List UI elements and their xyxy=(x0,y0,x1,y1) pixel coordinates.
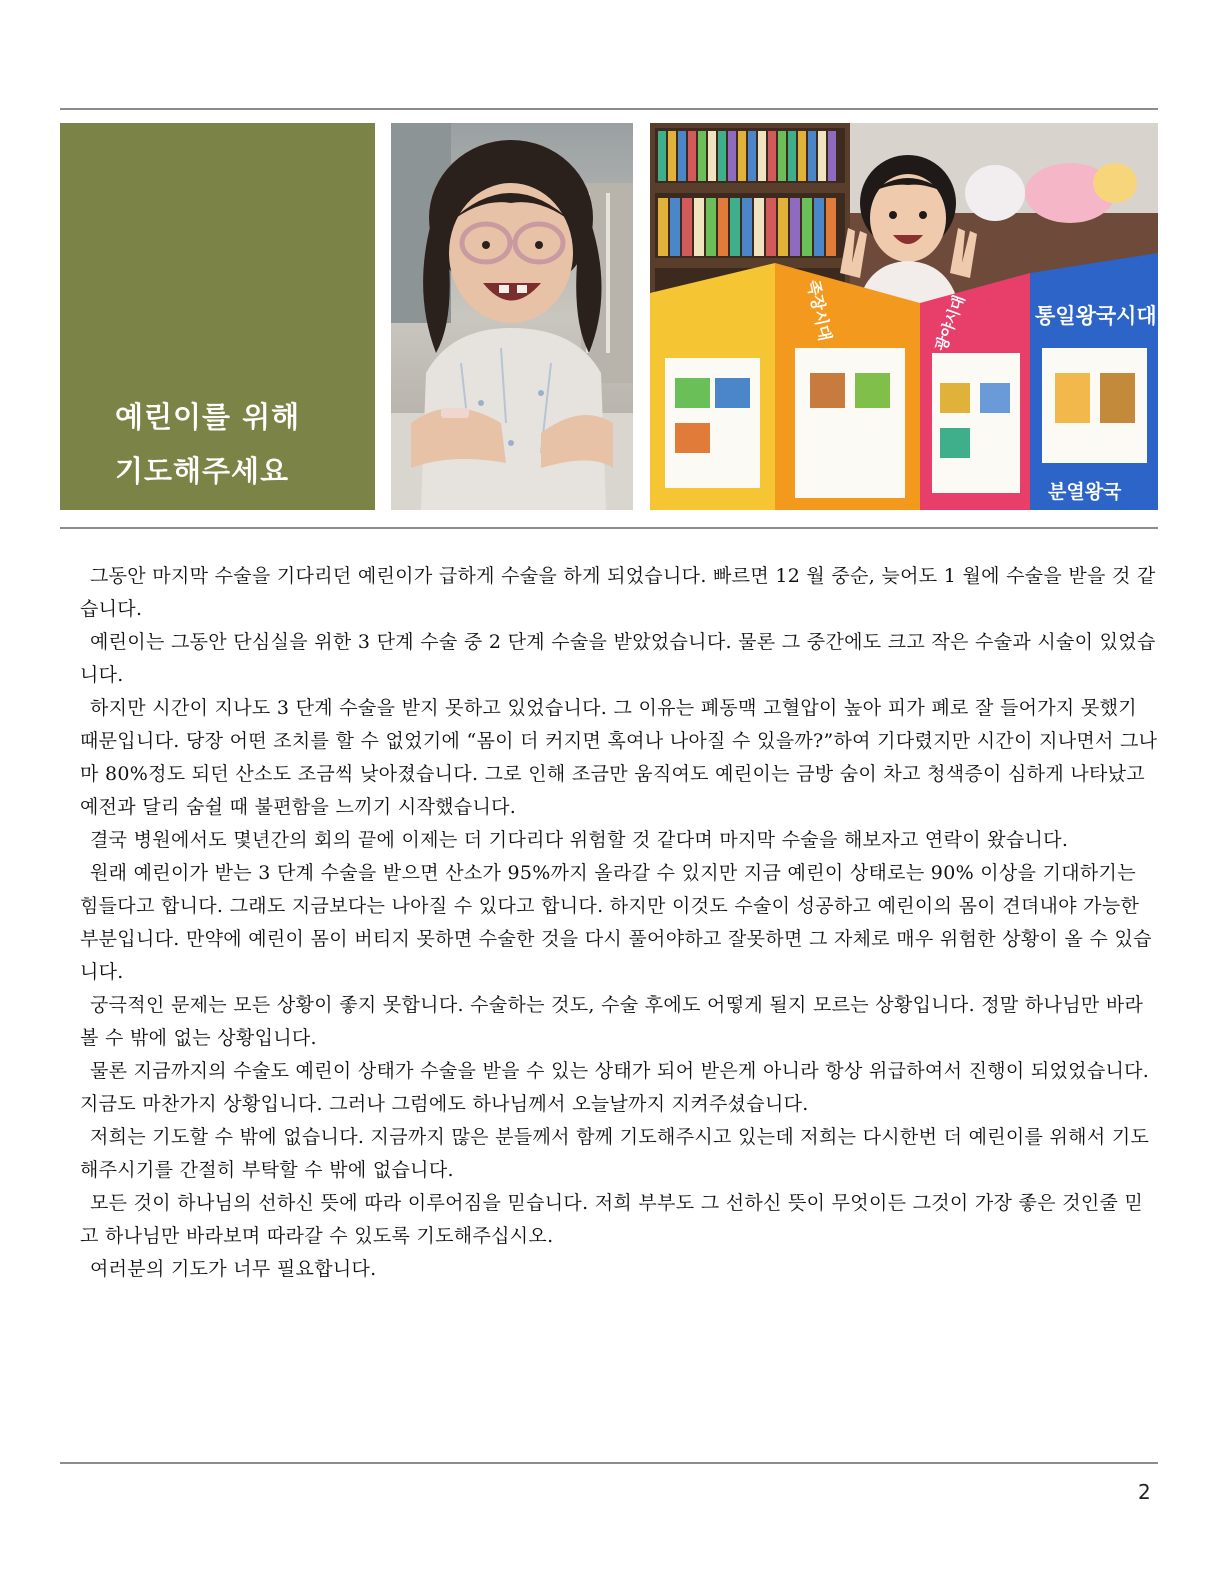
title-line-1: 예린이를 위해 xyxy=(115,400,301,434)
title-line-2: 기도해주세요 xyxy=(115,454,290,488)
paragraph: 모든 것이 하나님의 선하신 뜻에 따라 이루어짐을 믿습니다. 저희 부부도 그 선하신 뜻이 무엇이든 그것이 가장 좋은 것인줄 믿고 하나님만 바라보며 따라갈 수 있도록 기도해주십시오. xyxy=(80,1192,1144,1247)
paragraph: 궁극적인 문제는 모든 상황이 좋지 못합니다. 수술하는 것도, 수술 후에도 어떻게 될지 모르는 상황입니다. 정말 하나님만 바라볼 수 밖에 없는 상황입니다. xyxy=(80,994,1144,1049)
board-title-2: 광야시대 xyxy=(931,292,969,354)
paragraph: 예린이는 그동안 단심실을 위한 3 단계 수술 중 2 단계 수술을 받았었습니다. 물론 그 중간에도 크고 작은 수술과 시술이 있었습니다. xyxy=(80,631,1156,686)
paragraph: 하지만 시간이 지나도 3 단계 수술을 받지 못하고 있었습니다. 그 이유는 폐동맥 고혈압이 높아 피가 폐로 잘 들어가지 못했기 때문입니다. 당장 어떤 조치를 할 수 없었기에 “몸이 더 커지면 혹여나 나아질 수 있을까?”하여 기다렸지만 시간이 지나면서 그나마 80%정도 되던 산소도 조금씩 낮아졌습니다. 그로 인해 조금만 움직여도 예린이는 금방 숨이 차고 청색증이 심하게 나타났고 예전과 달리 숨쉴 때 불편함을 느끼기 시작했습니다. xyxy=(80,697,1158,818)
title-box xyxy=(60,123,375,510)
paragraph: 원래 예린이가 받는 3 단계 수술을 받으면 산소가 95%까지 올라갈 수 있지만 지금 예린이 상태로는 90% 이상을 기대하기는 힘들다고 합니다. 그래도 지금보다는 나아질 수 있다고 합니다. 하지만 이것도 수술이 성공하고 예린이의 몸이 견뎌내야 가능한 부분입니다. 만약에 예린이 몸이 버티지 못하면 수술한 것을 다시 풀어야하고 잘못하면 그 자체로 매우 위험한 상황이 올 수 있습니다. xyxy=(80,862,1152,983)
board-title-1: 통일왕국시대 xyxy=(1035,304,1157,328)
girl-in-hospital-gown-photo xyxy=(391,123,633,510)
photo-2-illustration xyxy=(650,123,1158,510)
photo-1-illustration xyxy=(391,123,633,510)
page-number: 2 xyxy=(1138,1480,1151,1504)
paragraph: 저희는 기도할 수 밖에 없습니다. 지금까지 많은 분들께서 함께 기도해주시고 있는데 저희는 다시한번 더 예린이를 위해서 기도해주시기를 간절히 부탁할 수 밖에 없습니다. xyxy=(80,1126,1150,1181)
letter-body xyxy=(80,560,1160,1286)
paragraph: 여러분의 기도가 너무 필요합니다. xyxy=(90,1258,377,1280)
top-divider xyxy=(60,108,1158,110)
board-title-4: 분열왕국 xyxy=(1048,481,1122,503)
paragraph: 물론 지금까지의 수술도 예린이 상태가 수술을 받을 수 있는 상태가 되어 받은게 아니라 항상 위급하여서 진행이 되었었습니다. 지금도 마찬가지 상황입니다. 그러나 그럼에도 하나님께서 오늘날까지 지켜주셨습니다. xyxy=(80,1060,1150,1115)
paragraph: 결국 병원에서도 몇년간의 회의 끝에 이제는 더 기다리다 위험할 것 같다며 마지막 수술을 해보자고 연락이 왔습니다. xyxy=(90,829,1069,851)
middle-divider xyxy=(60,527,1158,529)
board-title-3: 족장시대 xyxy=(803,278,836,343)
bottom-divider xyxy=(60,1462,1158,1464)
girl-with-history-board-photo xyxy=(650,123,1158,510)
paragraph: 그동안 마지막 수술을 기다리던 예린이가 급하게 수술을 하게 되었습니다. 빠르면 12 월 중순, 늦어도 1 월에 수술을 받을 것 같습니다. xyxy=(80,565,1156,620)
